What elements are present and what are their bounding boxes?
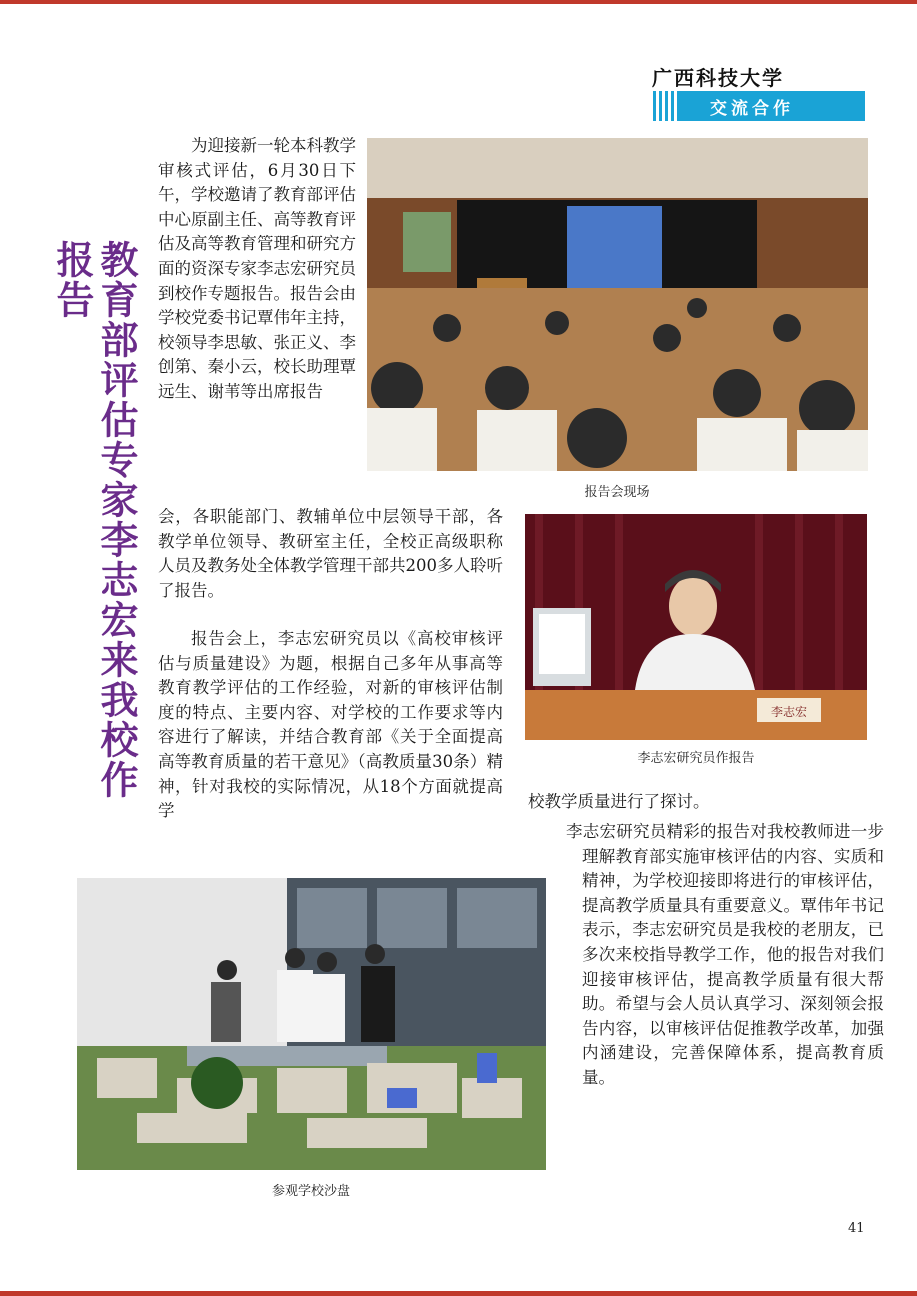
- speaker-photo: [525, 514, 867, 740]
- auditorium-caption: 报告会现场: [584, 485, 650, 500]
- paragraph-4: 校教学质量进行了探讨。: [528, 792, 710, 811]
- top-rule: [0, 0, 917, 4]
- paragraph-2: 会，各职能部门、教辅单位中层领导干部，各教学单位领导、教研室主任，全校正高级职称人员及教务处全体教学管理干部共200多人聆听了报告。: [158, 507, 503, 600]
- section-label: 交流合作: [710, 99, 794, 119]
- paragraph-1: 为迎接新一轮本科教学审核式评估，6月30日下午，学校邀请了教育部评估中心原副主任、高等教育评估及高等教育管理和研究方面的资深专家李志宏研究员到校作专题报告。报告会由学校党委书记覃伟年主持，校领导李思敏、张正义、李创第、秦小云，校长助理覃远生、谢苇等出席报告: [158, 136, 356, 401]
- auditorium-photo: [367, 138, 868, 471]
- paragraph-5: 李志宏研究员精彩的报告对我校教师进一步理解教育部实施审核评估的内容、实质和精神，为学校迎接即将进行的审核评估，提高教学质量具有重要意义。覃伟年书记表示，李志宏研究员是我校的老朋友，已多次来校指导教学工作，他的报告对我们迎接审核评估，提高教学质量有很大帮助。希望与会人员认真学习、深刻领会报告内容，以审核评估促推教学改革，加强内涵建设，完善保障体系，提高教育质量。: [566, 822, 884, 1087]
- section-banner: [650, 91, 865, 121]
- article-title: 教育部评估专家李志宏来我校作报告: [50, 240, 139, 800]
- banner-stripes: [650, 91, 678, 121]
- bottom-rule: [0, 1291, 917, 1296]
- page-number: 41: [848, 1221, 865, 1236]
- speaker-caption: 李志宏研究员作报告: [637, 751, 755, 766]
- campus-model-photo: [77, 878, 546, 1170]
- university-name: 广西科技大学: [652, 66, 784, 90]
- speaker-nameplate: 李志宏: [770, 705, 808, 719]
- paragraph-3: 报告会上，李志宏研究员以《高校审核评估与质量建设》为题，根据自己多年从事高等教育教学评估的工作经验，对新的审核评估制度的特点、主要内容、对学校的工作要求等内容进行了解读，并结合教育部《关于全面提高高等教育质量的若干意见》（高教质量30条）精神，针对我校的实际情况，从18个方面就提高学: [158, 629, 503, 821]
- campus-model-caption: 参观学校沙盘: [271, 1184, 350, 1199]
